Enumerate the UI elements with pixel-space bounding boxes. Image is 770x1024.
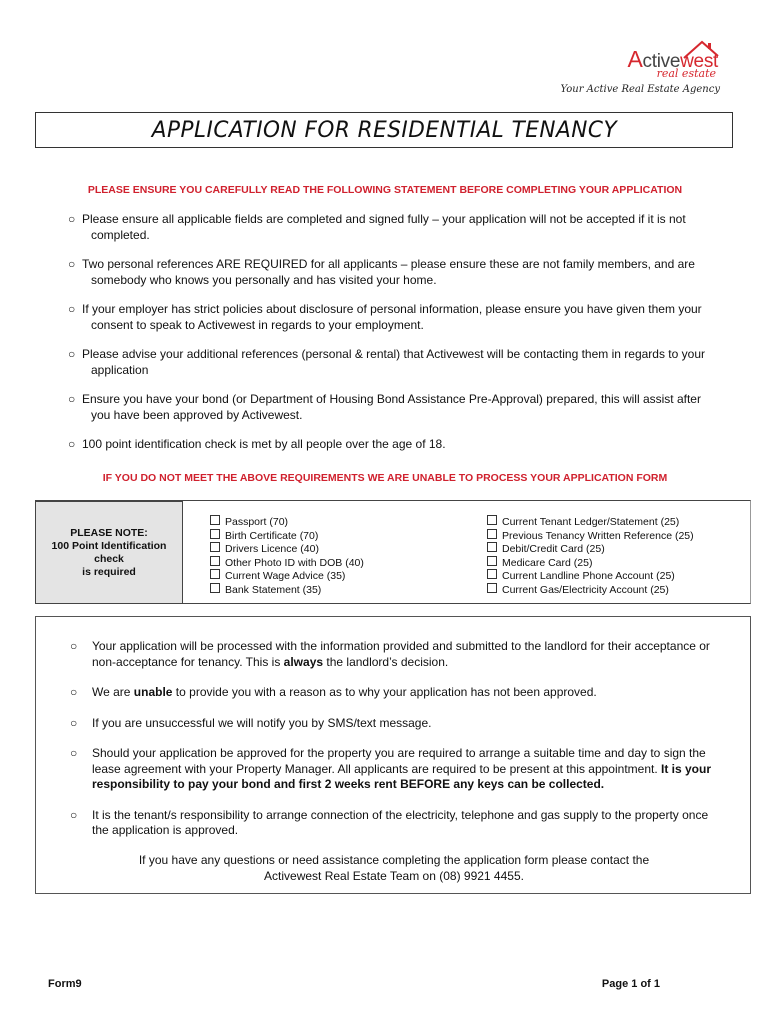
bullet-circle-icon: ○ bbox=[70, 639, 78, 653]
logo-wordmark: Activewest bbox=[627, 46, 718, 72]
tagline: Your Active Real Estate Agency bbox=[560, 84, 720, 95]
notice-read-statement: PLEASE ENSURE YOU CAREFULLY READ THE FOLLOWING STATEMENT BEFORE COMPLETING YOUR APPLICATION bbox=[87, 184, 683, 196]
bullet-circle-icon: ○ bbox=[68, 302, 76, 316]
bullet-circle-icon: ○ bbox=[68, 437, 76, 451]
list-item: ○ Please ensure all applicable fields are completed and signed fully – your application will not be accepted if it is not completed. bbox=[68, 212, 686, 242]
bullet-circle-icon: ○ bbox=[70, 807, 78, 822]
id-option[interactable]: Current Gas/Electricity Account (25) bbox=[487, 583, 694, 597]
checkbox[interactable] bbox=[487, 529, 497, 539]
application-information-box bbox=[35, 616, 751, 894]
contact-statement: If you have any questions or need assistance completing the application form please contact the Activewest Real Estate Team on (08) 9921 4455. bbox=[138, 853, 650, 883]
checkbox[interactable] bbox=[210, 515, 220, 525]
id-option[interactable]: Previous Tenancy Written Reference (25) bbox=[487, 529, 694, 543]
checkbox[interactable] bbox=[210, 556, 220, 566]
page-title: APPLICATION FOR RESIDENTIAL TENANCY bbox=[151, 117, 617, 143]
bullet-circle-icon: ○ bbox=[70, 715, 78, 730]
id-note-panel bbox=[35, 501, 183, 604]
bullet-circle-icon: ○ bbox=[68, 392, 76, 406]
id-option[interactable]: Debit/Credit Card (25) bbox=[487, 542, 694, 556]
checkbox[interactable] bbox=[487, 583, 497, 593]
list-item: ○ Should your application be approved for the property you are required to arrange a suitable time and day to sign the lease agreement with your Property Manager. All applicants are required to be present at this appointment. It is your responsibility to pay your bond and first 2 weeks rent BEFORE any keys can be collected. bbox=[70, 746, 712, 791]
id-column-primary bbox=[210, 515, 364, 597]
id-option[interactable]: Passport (70) bbox=[210, 515, 364, 529]
checkbox[interactable] bbox=[210, 569, 220, 579]
list-item: ○ If your employer has strict policies about disclosure of personal information, please ensure you have given them your consent to speak to Activewest in regards to your employment. bbox=[68, 302, 702, 332]
list-item: ○ 100 point identification check is met by all people over the age of 18. bbox=[68, 437, 446, 451]
list-item: ○ We are unable to provide you with a reason as to why your application has not been approved. bbox=[70, 685, 597, 699]
checkbox[interactable] bbox=[487, 542, 497, 552]
bullet-circle-icon: ○ bbox=[68, 347, 76, 361]
information-list bbox=[70, 639, 720, 854]
checkbox[interactable] bbox=[210, 583, 220, 593]
list-item: ○ If you are unsuccessful we will notify you by SMS/text message. bbox=[70, 715, 432, 730]
list-item: ○ Two personal references ARE REQUIRED for all applicants – please ensure these are not family members, and are somebody who knows you personally and has visited your home. bbox=[68, 257, 695, 287]
bullet-circle-icon: ○ bbox=[70, 746, 78, 760]
id-option[interactable]: Current Wage Advice (35) bbox=[210, 569, 364, 583]
note-line: is required bbox=[82, 565, 136, 578]
note-title: PLEASE NOTE: bbox=[70, 526, 148, 539]
checkbox[interactable] bbox=[487, 515, 497, 525]
requirements-list bbox=[68, 212, 708, 467]
id-option[interactable]: Other Photo ID with DOB (40) bbox=[210, 556, 364, 570]
id-option[interactable]: Bank Statement (35) bbox=[210, 583, 364, 597]
list-item: ○ Please advise your additional references (personal & rental) that Activewest will be contacting them in regards to your application bbox=[68, 347, 705, 377]
bullet-circle-icon: ○ bbox=[70, 685, 78, 699]
id-option[interactable]: Current Tenant Ledger/Statement (25) bbox=[487, 515, 694, 529]
list-item: ○ It is the tenant/s responsibility to arrange connection of the electricity, telephone and gas supply to the property once the application is approved. bbox=[70, 807, 709, 837]
list-item: ○ Ensure you have your bond (or Department of Housing Bond Assistance Pre-Approval) prepared, this will assist after you have been approved by Activewest. bbox=[68, 392, 701, 422]
bullet-circle-icon: ○ bbox=[68, 212, 76, 226]
id-option[interactable]: Current Landline Phone Account (25) bbox=[487, 569, 694, 583]
list-item: ○ Your application will be processed with the information provided and submitted to the landlord for their acceptance or non-acceptance for tenancy. This is always the landlord’s decision. bbox=[70, 639, 710, 669]
checkbox[interactable] bbox=[487, 569, 497, 579]
id-option[interactable]: Birth Certificate (70) bbox=[210, 529, 364, 543]
bullet-circle-icon: ○ bbox=[68, 257, 76, 271]
note-line: 100 Point Identification check bbox=[51, 539, 167, 565]
notice-unable-to-process: IF YOU DO NOT MEET THE ABOVE REQUIREMENTS WE ARE UNABLE TO PROCESS YOUR APPLICATION FORM bbox=[102, 472, 668, 484]
checkbox[interactable] bbox=[210, 542, 220, 552]
checkbox[interactable] bbox=[487, 556, 497, 566]
title-box bbox=[35, 112, 733, 148]
checkbox[interactable] bbox=[210, 529, 220, 539]
page-number: Page 1 of 1 bbox=[601, 978, 660, 990]
logo-subtitle: real estate bbox=[656, 67, 716, 80]
id-option[interactable]: Medicare Card (25) bbox=[487, 556, 694, 570]
id-option[interactable]: Drivers Licence (40) bbox=[210, 542, 364, 556]
id-column-secondary bbox=[487, 515, 694, 597]
form-identifier: Form9 bbox=[48, 978, 82, 990]
identification-checklist bbox=[35, 500, 751, 604]
